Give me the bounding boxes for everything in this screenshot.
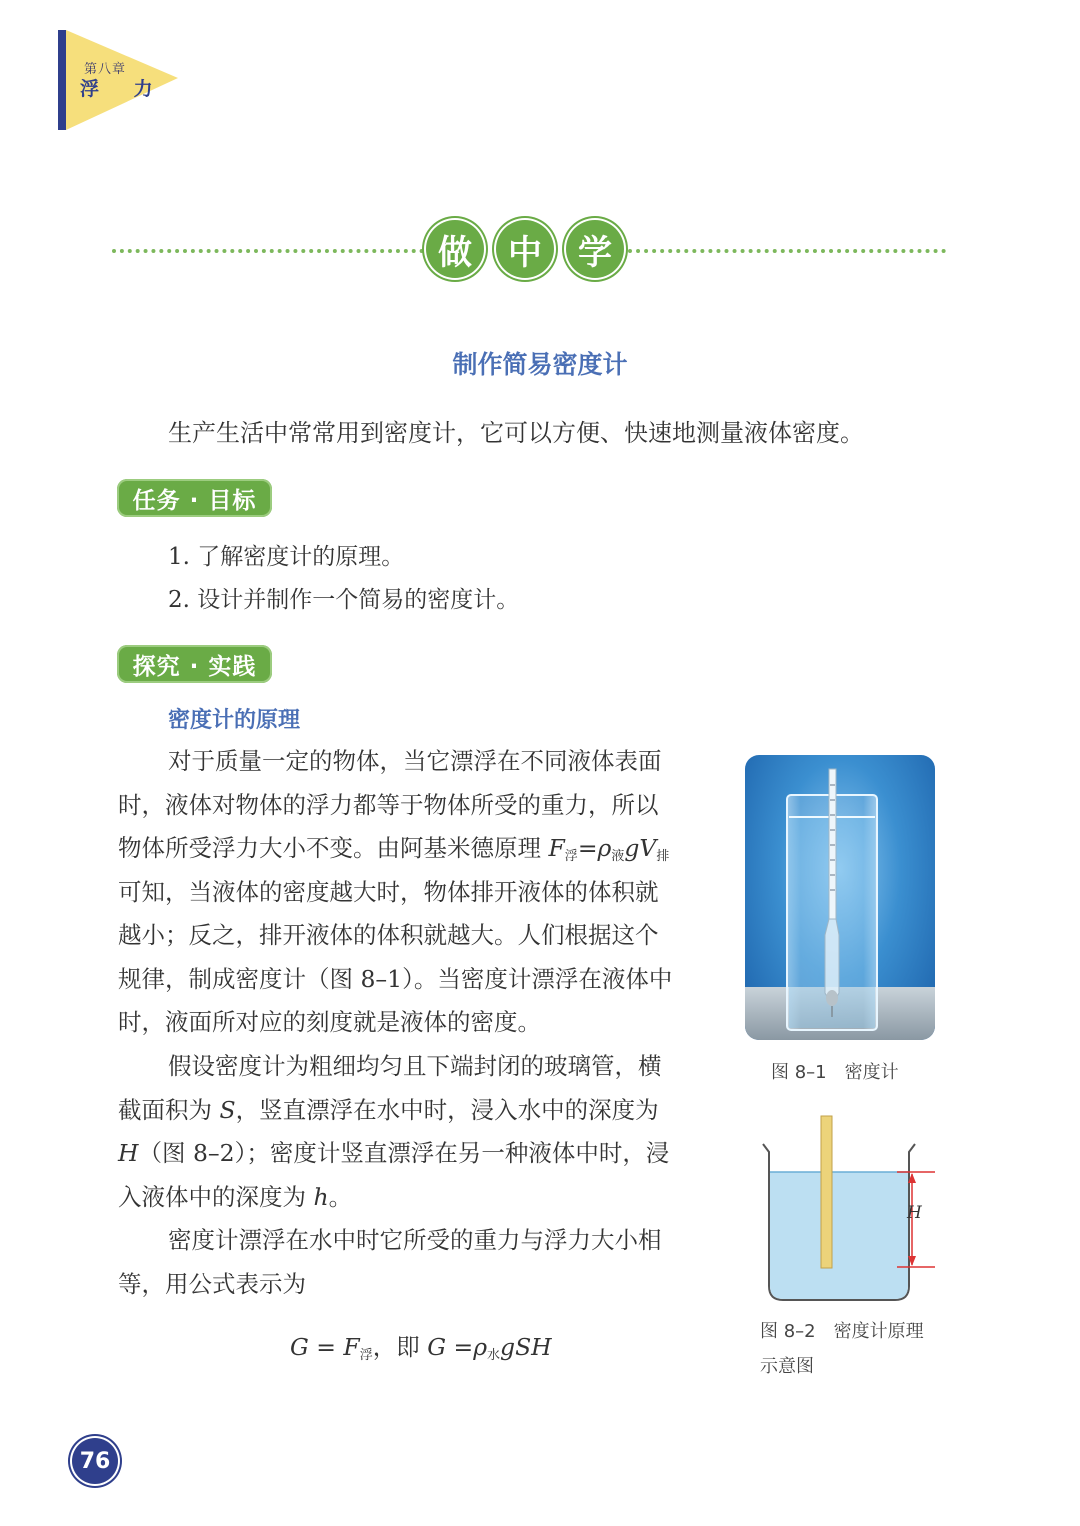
p2-line-2a: 截面积为 (118, 1095, 220, 1124)
p1-line-4: 可知，当液体的密度越大时，物体排开液体的体积就 (118, 877, 659, 906)
paragraph-1 (118, 740, 713, 1045)
task-goal-item-1: 1. 了解密度计的原理。 (168, 544, 405, 570)
sub-liquid: 液 (611, 849, 625, 864)
p3-line-2: 等，用公式表示为 (118, 1269, 306, 1298)
header-char-2: 中 (496, 220, 554, 278)
figure-8-2-caption-line-2: 示意图 (760, 1356, 814, 1377)
formula (290, 1328, 552, 1363)
p2-line-2 (118, 1089, 713, 1133)
var-h: h (313, 1182, 329, 1211)
formula-gV: gV (624, 834, 657, 862)
formula-eq2: = (446, 1333, 474, 1361)
chapter-number: 第八章 (84, 62, 127, 77)
explore-badge: 探究 · 实践 (117, 645, 272, 683)
paragraph-2 (118, 1045, 713, 1219)
paragraph-3 (118, 1219, 713, 1306)
p1-line-5: 越小；反之，排开液体的体积就越大。人们根据这个 (118, 921, 659, 949)
p2-line-4a: 入液体中的深度为 (118, 1182, 314, 1211)
hydrometer-photo-illustration (745, 755, 935, 1040)
var-S: S (219, 1095, 236, 1124)
formula-gSH: gSH (500, 1333, 552, 1361)
header-char-1: 做 (426, 220, 484, 278)
formula-sub-water: 水 (487, 1348, 501, 1363)
activity-title: 制作简易密度计 (452, 350, 628, 379)
p3-line-1: 密度计漂浮在水中时它所受的重力与浮力大小相 (168, 1226, 662, 1254)
header-char-3: 学 (566, 220, 624, 278)
formula-mid: ，即 (372, 1333, 428, 1361)
p1-line-1: 对于质量一定的物体，当它漂浮在不同液体表面 (168, 747, 662, 775)
formula-sub-float: 浮 (359, 1348, 373, 1363)
page-number: 76 (72, 1438, 118, 1484)
header-dots-right (628, 249, 946, 257)
var-H: H (118, 1139, 139, 1167)
figure-8-2-caption-line-1: 图 8–2 密度计原理 (760, 1321, 924, 1342)
p1-line-2: 时，液体对物体的浮力都等于物体所受的重力，所以 (118, 790, 659, 819)
intro-text: 生产生活中常常用到密度计，它可以方便、快速地测量液体密度。 (168, 419, 864, 447)
figure-8-2-label-H: H (907, 1203, 922, 1223)
figure-8-1-caption: 图 8–1 密度计 (771, 1062, 899, 1083)
formula-rho: ρ (597, 834, 612, 862)
subheading: 密度计的原理 (168, 708, 301, 733)
p2-line-3 (118, 1132, 713, 1176)
formula-F2: F (343, 1333, 360, 1361)
p2-line-4b: 。 (328, 1182, 353, 1211)
p2-line-4 (118, 1176, 713, 1220)
formula-eq: = (577, 834, 598, 862)
figure-8-1-photo (745, 755, 935, 1040)
p2-line-2b: ，竖直漂浮在水中时，浸入水中的深度为 (235, 1095, 659, 1124)
chapter-tab-bar (58, 30, 66, 130)
p1-line-7: 时，液面所对应的刻度就是液体的密度。 (118, 1008, 541, 1036)
formula-G1: G (290, 1333, 309, 1361)
formula-eq1: = (308, 1333, 344, 1361)
p1-line-3-text: 物体所受浮力大小不变。由阿基米德原理 (118, 834, 549, 862)
sub-float: 浮 (564, 849, 578, 864)
p2-line-1: 假设密度计为粗细均匀且下端封闭的玻璃管，横 (168, 1052, 662, 1080)
chapter-title: 浮 力 (80, 78, 167, 100)
task-goal-item-2: 2. 设计并制作一个简易的密度计。 (168, 587, 520, 613)
task-goal-badge: 任务 · 目标 (117, 479, 272, 517)
p1-line-3 (118, 827, 713, 871)
p1-line-6: 规律，制成密度计（图 8–1）。当密度计漂浮在液体中 (118, 964, 673, 993)
p2-line-3a: （图 8–2）；密度计竖直漂浮在另一种液体中时，浸 (138, 1139, 670, 1167)
figure-8-2-diagram (755, 1110, 955, 1310)
formula-F: F (548, 834, 565, 862)
header-dots-left (112, 249, 424, 257)
chapter-tab (58, 30, 178, 130)
formula-rho2: ρ (473, 1333, 488, 1361)
sub-displaced: 排 (656, 849, 670, 864)
formula-G2: G (427, 1333, 447, 1361)
